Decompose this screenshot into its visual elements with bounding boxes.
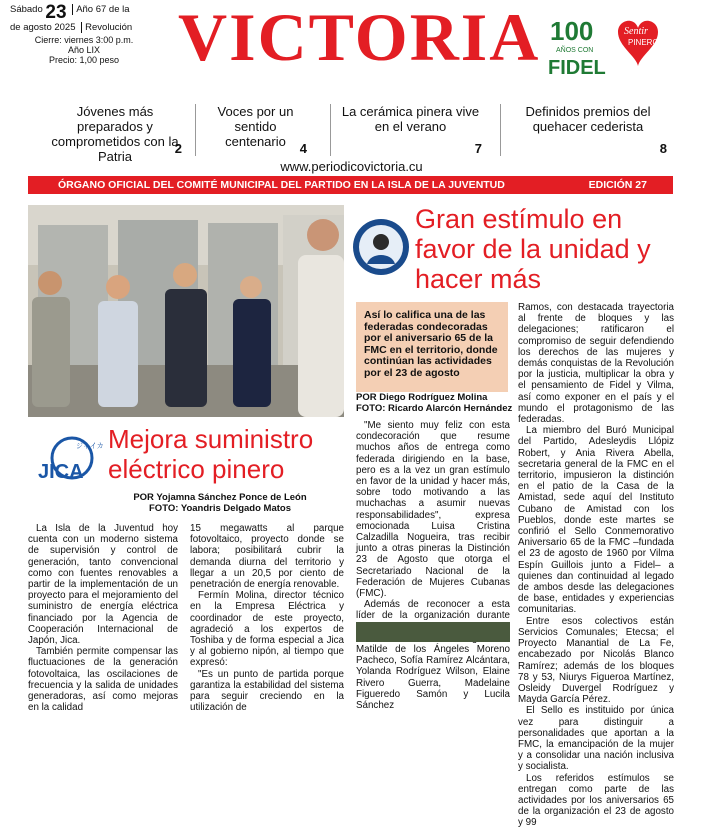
paragraph: Ramos, con destacada trayectoria al frente de bloques y las delegaciones; ratificaron el compromiso de seguir defendiendo los derechos de las mujeres y demás conquistas de la Revolución por la justicia, multiplicar la obra y el pensamiento de Fidel y Vilma, así como exponer en el país y el mundo el protagonismo de las federadas. [518, 302, 674, 426]
teaser-item[interactable] [40, 104, 190, 164]
story-column [518, 302, 674, 829]
paragraph: La Isla de la Juventud hoy cuenta con un moderno sistema de supervisión y control de generación, tanto convencional como con fuentes renovables a partir de la implementación de un proyecto para el mejoramiento del suministro de energía eléctrica financiado por la Agencia de Cooperación Internacional de Japón, Jica. [28, 523, 178, 647]
paragraph: "Me siento muy feliz con esta condecoración que resume muchos años de entrega como federada dirigiendo en la base, pero es a la vez un gran estímulo en favor de la unidad y hacer más, sobre todo motivando a las muchachas a asumir nuevas responsabilidades", expresa emocionada Luisa Cristina Calzadilla Nogueira, tras recibir junto a otras pineras la Distinción 23 de Agosto que otorga el Secretariado Nacional de la Federación de Mujeres Cubanas (FMC). [356, 420, 510, 600]
story-photo-2 [356, 622, 510, 642]
teaser-text: Definidos premios del quehacer cederista [525, 104, 651, 134]
date-month-year: de agosto 2025 [10, 22, 76, 33]
paragraph: Fermín Molina, director técnico en la Empresa Eléctrica y coordinador de este proyecto, agradeció a los expertos de Toshiba y de forma especial a Jica y al gobierno nipón, al tiempo que expresó: [190, 590, 344, 669]
paragraph: Los referidos estímulos se entregan como parte de las actividades por los aniversarios 65 de la organización el 23 de agosto y 99 [518, 772, 674, 829]
year-label-1: Año 67 de la [76, 4, 130, 15]
author: POR Diego Rodríguez Molina [356, 392, 488, 403]
date-weekday: Sábado [10, 4, 43, 15]
story-summary: Así lo califica una de las federadas condecoradas por el aniversario 65 de la FMC en el territorio, donde continúan las actividades por el 23 de agosto [356, 302, 508, 392]
photo-credit: FOTO: Yoandris Delgado Matos [149, 503, 291, 515]
paragraph: La miembro del Buró Municipal del Partido, Adesleydis Llópiz Robert, y Ania Rivera Abella, secretaria general de la FMC en el territorio, impusieron la distinción en el patio de la Casa de la Amistad, sede aquí del Instituto Cubano de Amistad con los Pueblos, donde este martes se confirió el Sello Conmemorativo Aniversario 65 de la FMC –fundada el 23 de agosto de 1960 por Vilma Espín Guillois junto a Fidel– a quienes dan continuidad al legado de ambos desde las delegaciones de base, entidades y experiencias comunitarias. [518, 425, 674, 616]
anniversary-badge [548, 14, 658, 80]
badge-name: FIDEL [548, 57, 606, 79]
story-headline[interactable]: Mejora suministro eléctrico pinero [108, 424, 314, 484]
official-organ-banner [28, 176, 673, 194]
jica-logo-text: JICA [38, 461, 84, 483]
paragraph: También permite compensar las fluctuaciones de la generación fotovoltaica, las oscilaciones de frecuencia y la salida de unidades generadoras, así como mejoras en la calidad [28, 646, 178, 714]
story-column [190, 523, 344, 714]
teaser-page: 4 [299, 141, 307, 156]
teaser-item[interactable] [195, 104, 315, 156]
date-day: 23 [45, 2, 67, 23]
organ-text: ÓRGANO OFICIAL DEL COMITÉ MUNICIPAL DEL PARTIDO EN LA ISLA DE LA JUVENTUD [58, 179, 505, 191]
badge-sub: AÑOS CON [556, 47, 594, 54]
closing-time: Cierre: viernes 3:00 p.m. [34, 35, 134, 45]
badge-motto-2: PINERO [628, 38, 659, 47]
story-photo [28, 205, 344, 417]
paragraph: 15 megawatts al parque fotovoltaico, proyecto donde se labora; posibilitará cubrir la demanda diurna del territorio y llegar a un 20,5 por ciento de penetración de energía renovable. [190, 523, 344, 591]
teaser-page: 2 [174, 141, 182, 156]
badge-motto-1: Sentir [624, 26, 648, 37]
volume: Año LIX [67, 45, 101, 55]
story-column [356, 420, 510, 712]
badge-number: 100 [550, 16, 594, 46]
year-label-2: Revolución [85, 22, 133, 33]
teaser-text: La cerámica pinera vive en el verano [341, 104, 480, 134]
price: Precio: 1,00 peso [48, 55, 120, 65]
jica-logo-kana: ジャイカ [76, 442, 104, 450]
teaser-item[interactable] [500, 104, 675, 156]
paragraph: El Sello es instituido por única vez para distinguir a personalidades que aportan a la FMC, la emancipación de la mujer y a consolidar una nación inclusiva y socialista. [518, 705, 674, 773]
fmc-logo-icon [352, 218, 410, 276]
author: POR Yojamna Sánchez Ponce de León [133, 492, 307, 503]
story-column [28, 523, 178, 714]
story-byline [100, 492, 340, 514]
paragraph: Además de reconocer a esta líder de la organización durante Matilde de los Ángeles Moreno Pacheco, Sofía Ramírez Alcántara, Yolanda Rodríguez Wilson, Elaine Rivero Guerra, Madelaine Figueredo Samón y Lucila Sánchez [356, 599, 510, 712]
website-link[interactable]: www.periodicovictoria.cu [280, 159, 423, 174]
teaser-text: Voces por un sentido centenario [217, 104, 294, 149]
story-headline[interactable]: Gran estímulo en favor de la unidad y hacer más [415, 204, 651, 294]
story-byline [356, 392, 516, 414]
teaser-text: Jóvenes más preparados y comprometidos con la Patria [51, 104, 179, 164]
paragraph: "Es un punto de partida porque garantiza la estabilidad del sistema para seguir creciendo en la utilización de [190, 668, 344, 714]
teaser-page: 8 [659, 141, 667, 156]
jica-logo [36, 436, 104, 484]
photo-credit: FOTO: Ricardo Alarcón Hernández [356, 403, 513, 415]
newspaper-logo[interactable]: VICTORIA [178, 0, 541, 75]
masthead-date-block [10, 4, 158, 65]
edition-number: EDICIÓN 27 [588, 179, 647, 191]
teaser-item[interactable] [330, 104, 490, 156]
paragraph: Entre esos colectivos están Servicios Comunales; Etecsa; el Proyecto Manantial de La Fe, encabezado por Nicolás Blanco Ramírez; además de los bloques 78 y 53, Niurys Figueroa Martínez, Osleidy Duvergel Rodríguez y Mayda García Pérez. [518, 615, 674, 706]
teaser-page: 7 [474, 141, 482, 156]
